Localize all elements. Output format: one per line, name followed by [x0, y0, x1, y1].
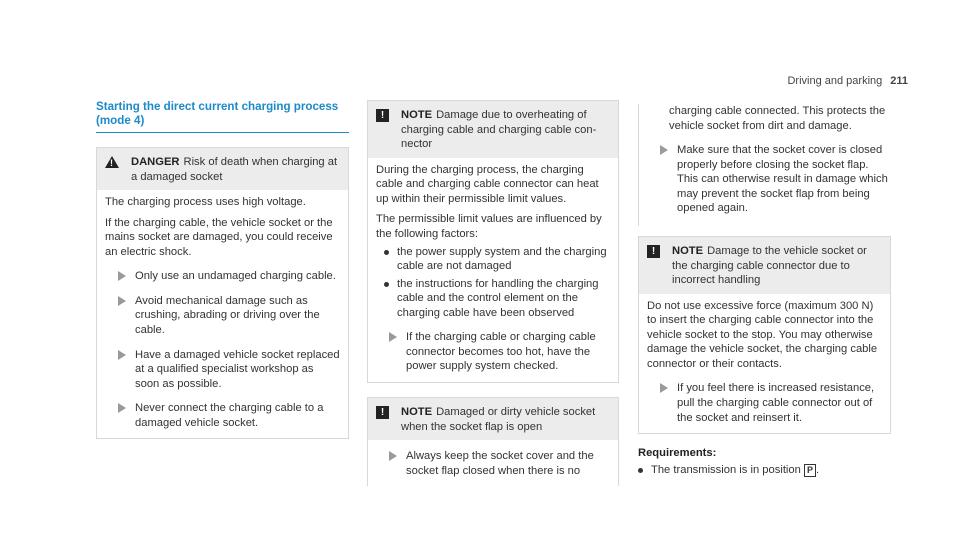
requirement-item: The transmission is in position P . [638, 463, 891, 478]
play-triangle-icon [118, 296, 126, 306]
section-name: Driving and parking [787, 75, 883, 87]
page-number: 211 [890, 75, 908, 87]
danger-paragraph: The charging process uses high voltage. [105, 196, 306, 209]
section-title: Starting the direct current charging process (mode 4) [96, 100, 349, 133]
exclamation-square-icon: ! [376, 109, 389, 122]
requirements-title: Requirements: [638, 447, 717, 460]
instruction-step: Never connect the charging cable to a damaged vehicle socket. [105, 401, 340, 430]
note-headline: Damage to the vehicle socket or the charging cable connector due to incorrect handling [672, 244, 867, 287]
danger-headline: Risk of death when charging at a damaged socket [131, 155, 338, 183]
note-box [638, 236, 891, 434]
play-triangle-icon [389, 451, 397, 461]
exclamation-square-icon: ! [647, 245, 660, 258]
note-keyword: NOTE [401, 109, 433, 121]
column-3 [638, 104, 891, 477]
danger-header [97, 148, 348, 190]
instruction-step: Always keep the socket cover and the socket flap closed when there is no [376, 449, 610, 478]
instruction-step: If you feel there is increased resistance, pull the charging cable connector out of the socket and reinsert it. [647, 381, 882, 425]
play-triangle-icon [118, 350, 126, 360]
bullet-icon [638, 468, 643, 473]
note-paragraph: Do not use excessive force (maximum 300 N) to insert the charging cable connector into the vehicle socket to the stop. You may otherwise damage the vehicle socket, the charging cable connector or their contacts. [647, 299, 878, 370]
note-paragraph: During the charging process, the charging cable and charging cable connector can heat up within their permissible limit values. [376, 163, 599, 205]
bullet-icon [384, 250, 389, 255]
instruction-step: Make sure that the socket cover is closed properly before closing the socket flap. This can otherwise result in damage which may prevent the socket flap from being opened again. [647, 143, 891, 216]
note-keyword: NOTE [672, 244, 704, 257]
danger-box [96, 147, 349, 439]
note-header [368, 398, 618, 440]
instruction-step: If the charging cable or charging cable connector becomes too hot, have the power supply system checked. [376, 330, 610, 374]
bullet-item: the power supply system and the charging cable are not damaged [376, 245, 610, 274]
column-1 [96, 100, 349, 439]
exclamation-square-icon: ! [376, 406, 389, 419]
column-2 [367, 100, 619, 486]
note-paragraph: The permissible limit values are influenced by the following factors: [376, 213, 602, 240]
note-body [368, 158, 618, 382]
page-header [787, 74, 908, 88]
note-continuation [638, 104, 891, 226]
note-keyword: NOTE [401, 406, 433, 418]
note-box [367, 397, 619, 486]
note-header [368, 101, 618, 158]
note-headline: Damaged or dirty vehicle socket when the socket flap is open [401, 406, 596, 433]
danger-paragraph: If the charging cable, the vehicle socket or the mains socket are damaged, you could receive an electric shock. [105, 216, 333, 258]
note-header [639, 237, 890, 294]
note-box [367, 100, 619, 383]
play-triangle-icon [660, 383, 668, 393]
bullet-icon [384, 282, 389, 287]
note-body [639, 294, 890, 434]
note-body [368, 440, 618, 486]
danger-keyword: DANGER [131, 155, 180, 168]
danger-body [97, 190, 348, 438]
warning-triangle-icon: ! [105, 156, 119, 168]
instruction-step: Avoid mechanical damage such as crushing, abrading or driving over the cable. [105, 294, 340, 338]
play-triangle-icon [660, 145, 668, 155]
play-triangle-icon [118, 403, 126, 413]
play-triangle-icon [118, 271, 126, 281]
bullet-item: the instructions for handling the charging cable and the control element on the charging cable have been observed [376, 277, 610, 321]
gear-p-icon: P [804, 464, 816, 477]
instruction-step: Have a damaged vehicle socket replaced at a qualified specialist workshop as soon as possible. [105, 348, 340, 392]
instruction-step: Only use an undamaged charging cable. [105, 269, 340, 284]
continued-text: charging cable connected. This protects the vehicle socket from dirt and damage. [669, 105, 886, 132]
play-triangle-icon [389, 332, 397, 342]
note-headline: Damage due to overheating of charging cable and charging cable connector [401, 109, 597, 151]
